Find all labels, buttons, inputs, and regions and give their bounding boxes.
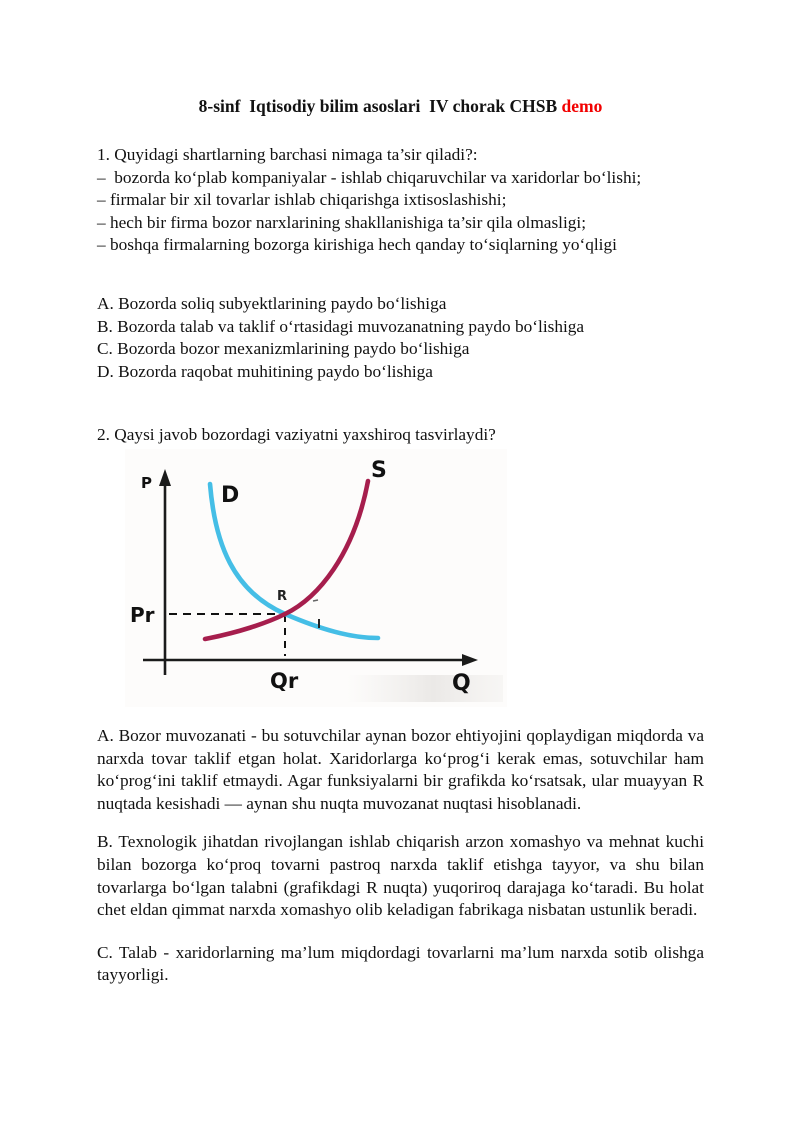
answer-option-d: D. Bozorda raqobat muhitining paydo bo‘lishiga <box>97 361 433 381</box>
answer-option-b: B. Bozorda talab va taklif o‘rtasidagi muvozanatning paydo bo‘lishiga <box>97 316 585 336</box>
page-title-demo-badge: demo <box>561 96 603 116</box>
question-1-condition: – bozorda ko‘plab kompaniyalar - ishlab chiqaruvchilar va xaridorlar bo‘lishi; <box>97 167 642 187</box>
answer-paragraph-b: B. Texnologik jihatdan rivojlangan ishlab chiqarish arzon xomashyo va mehnat kuchi bilan bozorga ko‘proq tovarni pastroq narxda taklif etishga tayyor, va shu bilan tovarlarga bo‘lgan talabni (grafikdagi R nuqta) yuqoriroq darajaga ko‘taradi. Bu holat chet eldan qimmat narxda xomashyo olib keladigan fabrikaga nisbatan ustunlik beradi. <box>97 832 704 920</box>
question-2 <box>97 424 704 447</box>
x-axis-arrow-icon <box>462 654 478 666</box>
stray-mark <box>313 600 318 601</box>
question-1-condition: – hech bir firma bozor narxlarining shakllanishiga ta’sir qila olmasligi; <box>97 212 587 232</box>
y-axis-label: P <box>141 473 152 492</box>
question-2-prompt: 2. Qaysi javob bozordagi vaziyatni yaxshiroq tasvirlaydi? <box>97 425 496 445</box>
question-1-condition: – firmalar bir xil tovarlar ishlab chiqarishga ixtisoslashishi; <box>97 190 507 210</box>
answer-paragraph-c: C. Talab - xaridorlarning ma’lum miqdordagi tovarlarni ma’lum narxda sotib olishga tayyorligi. <box>97 942 704 985</box>
supply-demand-chart-svg <box>125 449 507 707</box>
question-1-condition: – boshqa firmalarning bozorga kirishiga hech qanday to‘siqlarning yo‘qligi <box>97 235 617 255</box>
answer-option-a: A. Bozorda soliq subyektlarining paydo bo‘lishiga <box>97 293 447 313</box>
equilibrium-point-label: R <box>277 588 288 604</box>
x-axis-label: Q <box>452 670 471 696</box>
question-1-options <box>97 293 704 383</box>
supply-curve-label: S <box>371 457 387 483</box>
question-1 <box>97 144 704 257</box>
demand-curve-label: D <box>221 482 240 508</box>
answer-paragraph-a: A. Bozor muvozanati - bu sotuvchilar aynan bozor ehtiyojini qoplaydigan miqdorda va narxda tovar taklif etgan holat. Xaridorlarga ko‘prog‘i kerak emas, sotuvchilar ham ko‘prog‘ini taklif etmaydi. Agar funksiyalarni bir grafikda ko‘rsatsak, ular muayyan R nuqtada kesishadi — aynan shu nuqta muvozanat nuqtasi hisoblanadi. <box>97 725 704 813</box>
page-title <box>97 96 704 117</box>
equilibrium-price-label: Pr <box>130 602 155 627</box>
answer-option-c: C. Bozorda bozor mexanizmlarining paydo bo‘lishiga <box>97 339 470 359</box>
supply-demand-chart <box>125 449 507 707</box>
equilibrium-quantity-label: Qr <box>270 668 299 693</box>
y-axis-arrow-icon <box>159 469 171 486</box>
scan-smudge <box>347 675 503 702</box>
question-1-prompt: 1. Quyidagi shartlarning barchasi nimaga ta’sir qiladi?: <box>97 145 478 164</box>
axes <box>143 483 465 675</box>
page-title-text: 8-sinf Iqtisodiy bilim asoslari IV chorak CHSB <box>198 96 562 116</box>
